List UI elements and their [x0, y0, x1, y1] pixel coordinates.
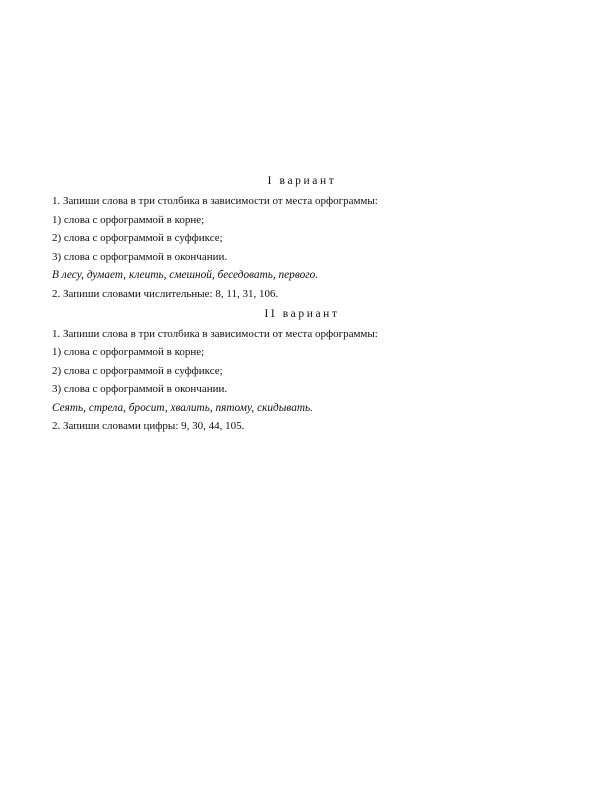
variant-2-item-2: 2) слова с орфограммой в суффиксе; — [52, 364, 223, 377]
variant-2-task-1: 1. Запиши слова в три столбика в зависимости от места орфограммы: — [52, 327, 378, 340]
variant-1-section — [52, 174, 552, 301]
variant-1-task-1: 1. Запиши слова в три столбика в зависимости от места орфограммы: — [52, 195, 378, 207]
variant-2-item-1: 1) слова с орфограммой в корне; — [52, 346, 205, 358]
variant-2-heading: II вариант — [264, 307, 340, 320]
variant-1-item-1: 1) слова с орфограммой в корне; — [52, 213, 205, 226]
variant-1-heading: I вариант — [267, 175, 337, 187]
variant-1-item-3: 3) слова с орфограммой в окончании. — [52, 250, 228, 263]
variant-2-item-3: 3) слова с орфограммой в окончании. — [52, 383, 228, 395]
variant-2-word-list: Сеять, стрела, бросит, хвалить, пятому, скидывать. — [52, 401, 313, 414]
variant-1-item-2: 2) слова с орфограммой в суффиксе; — [52, 232, 223, 244]
variant-2-task-2: 2. Запиши словами цифры: 9, 30, 44, 105. — [52, 420, 245, 432]
variant-1-task-2: 2. Запиши словами числительные: 8, 11, 31, 106. — [52, 287, 279, 300]
document-content — [52, 174, 552, 439]
variant-2-section — [52, 307, 552, 434]
variant-1-word-list: В лесу, думает, клеить, смешной, беседовать, первого. — [52, 269, 319, 281]
